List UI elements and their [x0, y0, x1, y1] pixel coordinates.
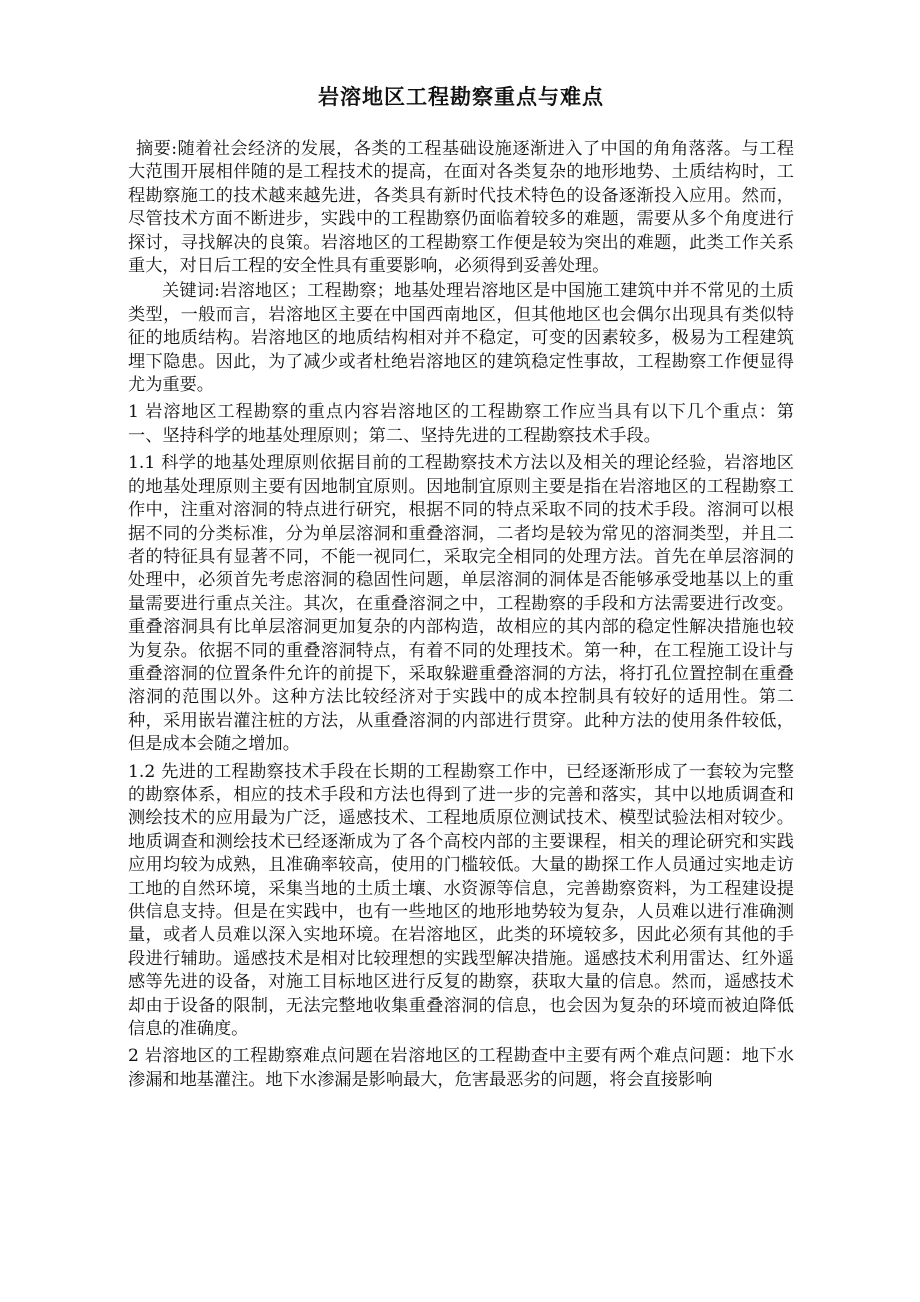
section-2-paragraph: 2 岩溶地区的工程勘察难点问题在岩溶地区的工程勘查中主要有两个难点问题：地下水渗漏和地基灌注。地下水渗漏是影响最大，危害最恶劣的问题，将会直接影响 [128, 1046, 794, 1090]
document-page [128, 82, 794, 1092]
section-1-2-paragraph: 1.2 先进的工程勘察技术手段在长期的工程勘察工作中，已经逐渐形成了一套较为完整的勘察体系，相应的技术手段和方法也得到了进一步的完善和落实，其中以地质调查和测绘技术的应用最为广泛，遥感技术、工程地质原位测试技术、模型试验法相对较少。地质调查和测绘技术已经逐渐成为了各个高校内部的主要课程，相关的理论研究和实践应用均较为成熟，且准确率较高，使用的门槛较低。大量的勘探工作人员通过实地走访工地的自然环境，采集当地的土质土壤、水资源等信息，完善勘察资料，为工程建设提供信息支持。但是在实践中，也有一些地区的地形地势较为复杂，人员难以进行准确测量，或者人员难以深入实地环境。在岩溶地区，此类的环境较多，因此必须有其他的手段进行辅助。遥感技术是相对比较理想的实践型解决措施。遥感技术利用雷达、红外遥感等先进的设备，对施工目标地区进行反复的勘察，获取大量的信息。然而，遥感技术却由于设备的限制，无法完整地收集重叠溶洞的信息，也会因为复杂的环境而被迫降低信息的准确度。 [128, 761, 794, 1040]
section-1-1-paragraph: 1.1 科学的地基处理原则依据目前的工程勘察技术方法以及相关的理论经验，岩溶地区的地基处理原则主要有因地制宜原则。因地制宜原则主要是指在岩溶地区的工程勘察工作中，注重对溶洞的特点进行研究，根据不同的特点采取不同的技术手段。溶洞可以根据不同的分类标准，分为单层溶洞和重叠溶洞，二者均是较为常见的溶洞类型，并且二者的特征具有显著不同，不能一视同仁，采取完全相同的处理方法。首先在单层溶洞的处理中，必须首先考虑溶洞的稳固性问题，单层溶洞的洞体是否能够承受地基以上的重量需要进行重点关注。其次，在重叠溶洞之中，工程勘察的手段和方法需要进行改变。重叠溶洞具有比单层溶洞更加复杂的内部构造，故相应的其内部的稳定性解决措施也较为复杂。依据不同的重叠溶洞特点，有着不同的处理技术。第一种，在工程施工设计与重叠溶洞的位置条件允许的前提下，采取躲避重叠溶洞的方法，将打孔位置控制在重叠溶洞的范围以外。这种方法比较经济对于实践中的成本控制具有较好的适用性。第二种，采用嵌岩灌注桩的方法，从重叠溶洞的内部进行贯穿。此种方法的使用条件较低，但是成本会随之增加。 [128, 453, 794, 755]
section-1-paragraph: 1 岩溶地区工程勘察的重点内容岩溶地区的工程勘察工作应当具有以下几个重点：第一、坚持科学的地基处理原则；第二、坚持先进的工程勘察技术手段。 [128, 402, 794, 446]
abstract-paragraph: 摘要:随着社会经济的发展，各类的工程基础设施逐渐进入了中国的角角落落。与工程大范围开展相伴随的是工程技术的提高，在面对各类复杂的地形地势、土质结构时，工程勘察施工的技术越来越先进，各类具有新时代技术特色的设备逐渐投入应用。然而，尽管技术方面不断进步，实践中的工程勘察仍面临着较多的难题，需要从多个角度进行探讨，寻找解决的良策。岩溶地区的工程勘察工作便是较为突出的难题，此类工作关系重大，对日后工程的安全性具有重要影响，必须得到妥善处理。 [128, 139, 794, 277]
keywords-paragraph: 关键词:岩溶地区；工程勘察；地基处理岩溶地区是中国施工建筑中并不常见的土质类型，一般而言，岩溶地区主要在中国西南地区，但其他地区也会偶尔出现具有类似特征的地质结构。岩溶地区的地质结构相对并不稳定，可变的因素较多，极易为工程建筑埋下隐患。因此，为了减少或者杜绝岩溶地区的建筑稳定性事故，工程勘察工作便显得尤为重要。 [128, 281, 794, 396]
document-title: 岩溶地区工程勘察重点与难点 [318, 84, 604, 109]
